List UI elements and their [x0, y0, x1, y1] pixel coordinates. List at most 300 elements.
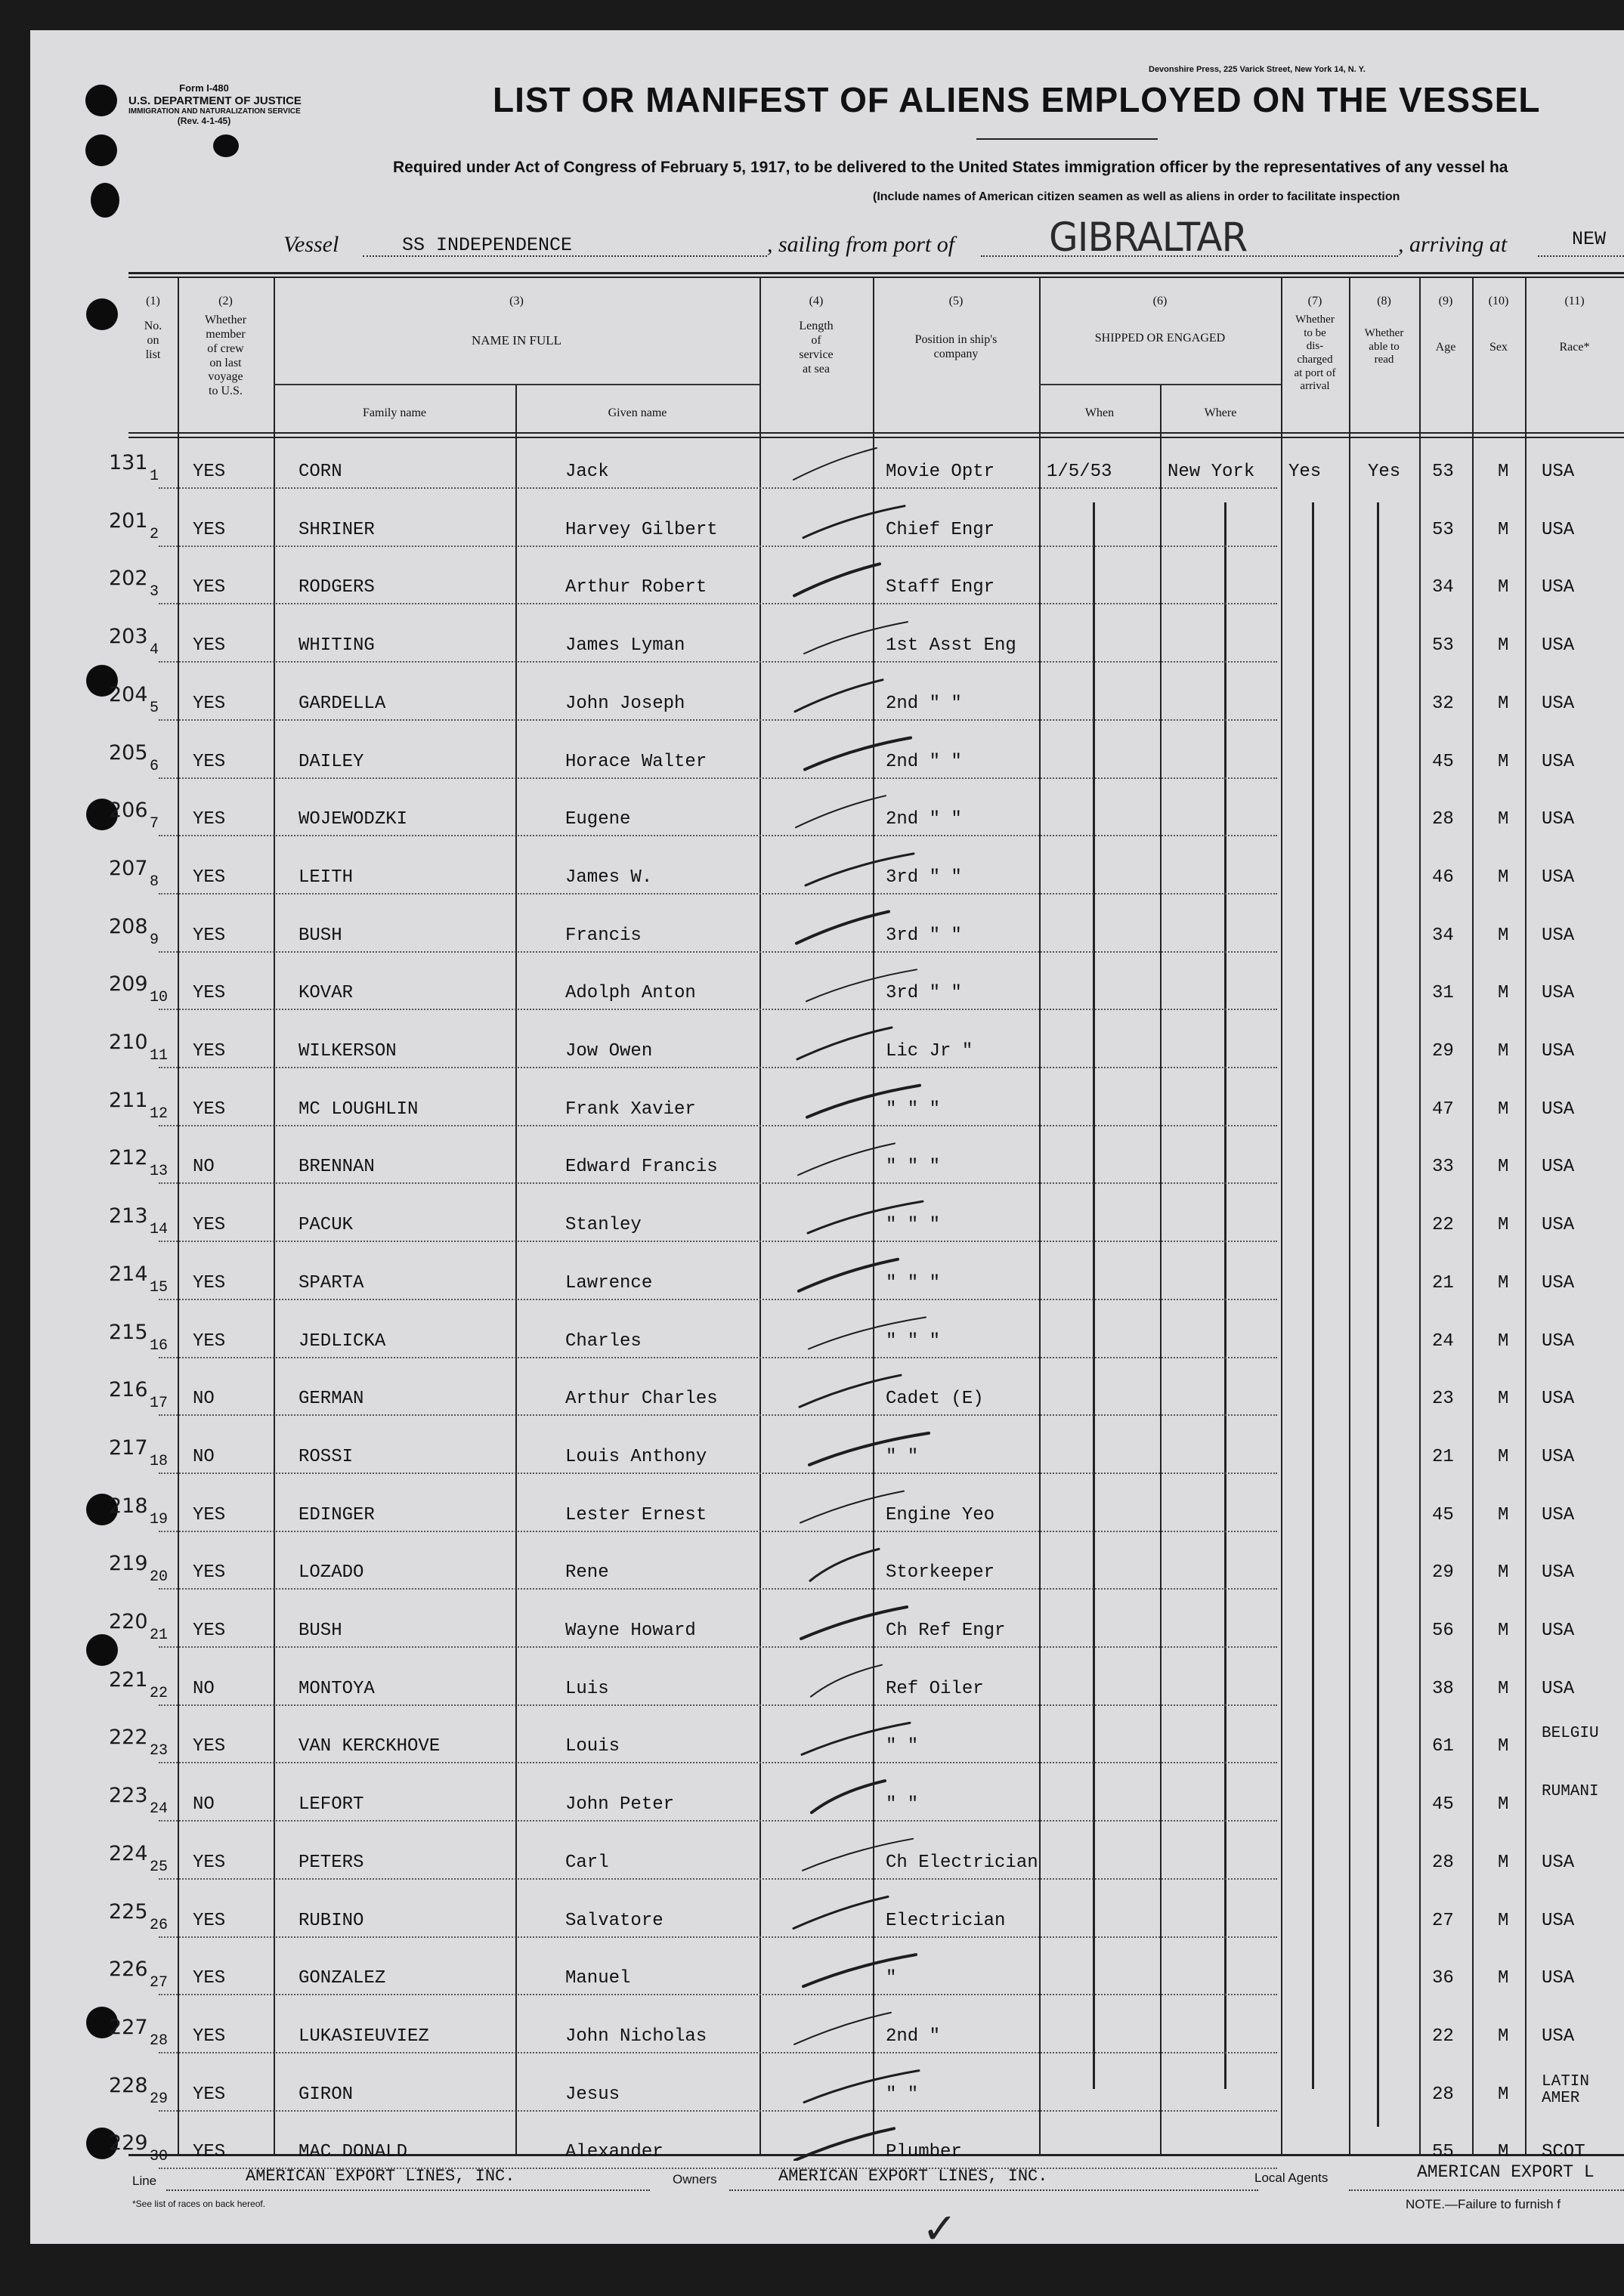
age: 53	[1432, 462, 1454, 482]
position: Cadet (E)	[886, 1389, 984, 1410]
sex: M	[1498, 1794, 1509, 1815]
age: 29	[1432, 1041, 1454, 1061]
sex: M	[1498, 1621, 1509, 1641]
footer-line-label: Line	[132, 2174, 157, 2188]
row-number: 6	[150, 757, 159, 775]
col11-label: Race*	[1559, 340, 1590, 354]
race: USA	[1542, 693, 1575, 714]
pen-stroke	[811, 1665, 882, 1697]
pen-stroke	[801, 1607, 907, 1639]
sex: M	[1498, 1504, 1509, 1525]
age: 28	[1432, 809, 1454, 830]
row-dotline	[159, 893, 1277, 895]
col-divider	[1160, 385, 1162, 2154]
row-dotline	[159, 603, 1277, 604]
handwritten-list-number: 201	[109, 508, 148, 533]
crew-flag: NO	[193, 1794, 215, 1815]
pen-stroke	[812, 1781, 885, 1812]
family-name: LOZADO	[299, 1562, 364, 1584]
crew-flag: YES	[193, 925, 226, 946]
handwritten-list-number: 204	[109, 682, 148, 706]
shipped-when: 1/5/53	[1047, 462, 1112, 482]
race: USA	[1542, 1272, 1575, 1293]
col6-label: SHIPPED OR ENGAGED	[1094, 331, 1226, 345]
pen-stroke	[794, 2013, 891, 2044]
arriving-dotline	[1538, 255, 1624, 257]
handwritten-list-number: 212	[109, 1146, 148, 1170]
row-number: 5	[150, 699, 159, 717]
revision: (Rev. 4-1-45)	[177, 115, 231, 126]
row-number: 30	[150, 2148, 169, 2166]
position: Chief Engr	[886, 519, 995, 540]
family-name: MC LOUGHLIN	[299, 1099, 419, 1120]
position: " " "	[886, 1330, 941, 1352]
row-dotline	[159, 1414, 1277, 1416]
row-dotline	[159, 1994, 1277, 1995]
crew-flag: YES	[193, 751, 226, 772]
crew-flag: YES	[193, 983, 226, 1004]
manifest-sheet	[30, 30, 1624, 2254]
race: USA	[1542, 1910, 1575, 1931]
col9-header	[1419, 295, 1472, 355]
given-name: Frank Xavier	[565, 1099, 696, 1120]
position: Staff Engr	[886, 577, 995, 598]
discharged-flag: Yes	[1288, 462, 1322, 482]
handwritten-list-number: 219	[109, 1552, 148, 1576]
given-name: Wayne Howard	[565, 1621, 696, 1641]
footer-agents-dotline	[1349, 2189, 1624, 2191]
pen-stroke	[798, 1143, 895, 1175]
family-name: MAC DONALD	[299, 2142, 408, 2163]
race: USA	[1542, 751, 1575, 772]
race: USA	[1542, 519, 1575, 540]
crew-flag: NO	[193, 1157, 215, 1178]
age: 45	[1432, 1794, 1454, 1815]
crew-flag: YES	[193, 635, 226, 657]
row-number: 15	[150, 1278, 169, 1296]
row-dotline	[159, 1472, 1277, 1474]
crew-flag: YES	[193, 1910, 226, 1931]
pen-line	[1093, 502, 1095, 2089]
position: Movie Optr	[886, 462, 995, 482]
age: 32	[1432, 693, 1454, 714]
crew-flag: NO	[193, 1678, 215, 1699]
sex: M	[1498, 1157, 1509, 1178]
family-name: GERMAN	[299, 1389, 364, 1410]
age: 36	[1432, 1968, 1454, 1989]
given-name: Charles	[565, 1330, 642, 1352]
pen-stroke	[800, 1491, 904, 1523]
col-divider	[1525, 277, 1527, 2154]
family-name: BUSH	[299, 1621, 342, 1641]
col-divider	[1281, 277, 1282, 2154]
given-name: James W.	[565, 867, 653, 888]
handwritten-list-number: 208	[109, 914, 148, 938]
crew-flag: YES	[193, 1504, 226, 1525]
handwritten-list-number: 220	[109, 1610, 148, 1633]
crew-flag: YES	[193, 1272, 226, 1293]
row-dotline	[159, 951, 1277, 953]
position: Lic Jr "	[886, 1041, 973, 1061]
punch-hole	[91, 183, 119, 218]
sex: M	[1498, 635, 1509, 657]
age: 22	[1432, 1215, 1454, 1236]
pen-stroke	[803, 1955, 916, 1986]
vessel-label: Vessel	[283, 232, 339, 257]
position: Ref Oiler	[886, 1678, 984, 1699]
table-top-rule	[128, 272, 1624, 274]
handwritten-list-number: 225	[109, 1899, 148, 1924]
age: 34	[1432, 577, 1454, 598]
name-subheader-rule	[274, 384, 759, 385]
family-name: LEITH	[299, 867, 354, 888]
age: 23	[1432, 1389, 1454, 1410]
row-dotline	[159, 2110, 1277, 2112]
given-name: Carl	[565, 1852, 609, 1873]
sex: M	[1498, 2026, 1509, 2047]
given-name: Adolph Anton	[565, 983, 696, 1004]
col-divider	[274, 277, 275, 2154]
age: 34	[1432, 925, 1454, 946]
punch-hole	[86, 298, 118, 330]
row-number: 23	[150, 1742, 169, 1760]
age: 24	[1432, 1330, 1454, 1352]
position: 1st Asst Eng	[886, 635, 1016, 657]
crew-flag: YES	[193, 693, 226, 714]
family-name: SHRINER	[299, 519, 375, 540]
given-name: Eugene	[565, 809, 631, 830]
sex: M	[1498, 1215, 1509, 1236]
races-note: *See list of races on back hereof.	[132, 2199, 266, 2209]
race: USA	[1542, 1041, 1575, 1061]
row-dotline	[159, 2052, 1277, 2053]
col10-number: (10)	[1488, 295, 1509, 307]
row-dotline	[159, 1936, 1277, 1938]
family-name: LUKASIEUVIEZ	[299, 2026, 429, 2047]
handwritten-list-number: 203	[109, 625, 148, 649]
col-divider	[1349, 277, 1350, 2154]
col3-header	[274, 295, 759, 348]
col3b-header: Given name	[608, 406, 667, 419]
row-dotline	[159, 1009, 1277, 1010]
pen-stroke	[803, 506, 905, 538]
col2-label: Whether member of crew on last voyage to U.S.	[204, 313, 247, 398]
position: Ch Electrician	[886, 1852, 1038, 1873]
sex: M	[1498, 1736, 1509, 1757]
pen-stroke	[795, 680, 883, 712]
pen-stroke	[806, 854, 914, 885]
given-name: Jow Owen	[565, 1041, 653, 1061]
crew-flag: YES	[193, 577, 226, 598]
col4-label: Length of service at sea	[799, 319, 834, 375]
family-name: DAILEY	[299, 751, 364, 772]
col3a-header: Family name	[363, 406, 426, 419]
pen-stroke	[799, 1259, 898, 1291]
pen-stroke	[809, 1433, 929, 1465]
age: 33	[1432, 1157, 1454, 1178]
pen-stroke	[793, 1897, 888, 1929]
position: 3rd " "	[886, 983, 962, 1004]
pen-stroke	[802, 1723, 910, 1754]
pen-stroke	[805, 738, 911, 770]
pen-stroke	[804, 622, 908, 654]
handwritten-list-number: 211	[109, 1088, 148, 1112]
given-name: Francis	[565, 925, 642, 946]
position: Engine Yeo	[886, 1504, 995, 1525]
row-dotline	[159, 835, 1277, 836]
family-name: EDINGER	[299, 1504, 375, 1525]
crew-flag: YES	[193, 1562, 226, 1584]
race: USA	[1542, 1504, 1575, 1525]
age: 45	[1432, 1504, 1454, 1525]
arriving-port: NEW	[1572, 228, 1607, 250]
col-divider	[178, 277, 179, 2154]
pen-line	[1377, 502, 1379, 2127]
age: 38	[1432, 1678, 1454, 1699]
sailing-label: , sailing from port of	[767, 232, 955, 257]
row-dotline	[159, 661, 1277, 663]
position: Ch Ref Engr	[886, 1621, 1006, 1641]
row-number: 10	[150, 989, 169, 1007]
given-name: Louis	[565, 1736, 620, 1757]
family-name: GONZALEZ	[299, 1968, 386, 1989]
race: USA	[1542, 1330, 1575, 1352]
position: " "	[886, 1446, 919, 1467]
col11-header	[1525, 295, 1624, 355]
footer-owners-dotline	[729, 2189, 1258, 2191]
family-name: MONTOYA	[299, 1678, 375, 1699]
age: 47	[1432, 1099, 1454, 1120]
pen-stroke	[800, 1375, 901, 1407]
handwritten-list-number: 210	[109, 1031, 148, 1054]
given-name: Harvey Gilbert	[565, 519, 718, 540]
col1-number: (1)	[146, 295, 160, 307]
handwritten-list-number: 221	[109, 1667, 148, 1692]
crew-flag: YES	[193, 1736, 226, 1757]
row-number: 13	[150, 1163, 169, 1181]
row-number: 7	[150, 815, 159, 833]
age: 31	[1432, 983, 1454, 1004]
given-name: Lawrence	[565, 1272, 653, 1293]
handwritten-list-number: 217	[109, 1435, 148, 1460]
family-name: SPARTA	[299, 1272, 364, 1293]
race: USA	[1542, 1621, 1575, 1641]
handwritten-list-number: 218	[109, 1494, 148, 1518]
col7-header	[1281, 295, 1349, 394]
pen-stroke	[808, 1201, 923, 1233]
given-name: John Peter	[565, 1794, 675, 1815]
pen-stroke	[807, 1086, 920, 1117]
given-name: Arthur Charles	[565, 1389, 718, 1410]
sex: M	[1498, 867, 1509, 888]
crew-flag: YES	[193, 1621, 226, 1641]
footer-owners-label: Owners	[673, 2172, 717, 2186]
col1-header	[128, 295, 178, 363]
pen-stroke	[797, 912, 889, 944]
family-name: RUBINO	[299, 1910, 364, 1931]
given-name: Rene	[565, 1562, 609, 1584]
row-number: 3	[150, 583, 159, 601]
position: "	[886, 1968, 897, 1989]
footer-owners: AMERICAN EXPORT LINES, INC.	[778, 2167, 1048, 2186]
position: " " "	[886, 1157, 941, 1178]
row-dotline	[159, 1646, 1277, 1648]
position: 2nd " "	[886, 809, 962, 830]
col6a-header: When	[1084, 406, 1115, 419]
vessel-name: SS INDEPENDENCE	[402, 234, 573, 256]
col2-header	[178, 295, 274, 399]
col4-number: (4)	[809, 295, 824, 307]
handwritten-list-number: 228	[109, 2073, 148, 2097]
given-name: Louis Anthony	[565, 1446, 707, 1467]
row-number: 11	[150, 1047, 169, 1065]
footer-agents: AMERICAN EXPORT L	[1417, 2162, 1595, 2182]
race: USA	[1542, 1968, 1575, 1989]
race: BELGIU	[1542, 1725, 1599, 1743]
handwritten-list-number: 214	[109, 1262, 148, 1286]
position: " " "	[886, 1099, 941, 1120]
footer-agents-label: Local Agents	[1254, 2171, 1329, 2185]
col1-label: No. on list	[144, 319, 162, 361]
race: USA	[1542, 1099, 1575, 1120]
race: RUMANI	[1542, 1783, 1599, 1801]
family-name: WHITING	[299, 635, 375, 657]
col8-header	[1349, 295, 1419, 367]
pen-stroke	[806, 969, 917, 1001]
race: USA	[1542, 1678, 1575, 1699]
given-name: Stanley	[565, 1215, 642, 1236]
failure-note: NOTE.—Failure to furnish f	[1406, 2197, 1561, 2211]
row-dotline	[159, 1067, 1277, 1068]
col7-number: (7)	[1307, 295, 1322, 307]
col8-number: (8)	[1377, 295, 1391, 307]
pen-stroke	[795, 2128, 894, 2160]
position: 3rd " "	[886, 867, 962, 888]
sex: M	[1498, 1910, 1509, 1931]
given-name: John Joseph	[565, 693, 685, 714]
race: USA	[1542, 462, 1575, 482]
row-dotline	[159, 1878, 1277, 1880]
handwritten-list-number: 227	[109, 2015, 148, 2039]
row-number: 20	[150, 1568, 169, 1587]
race: LATIN AMER	[1542, 2072, 1590, 2107]
port-stamp: GIBRALTAR	[1049, 214, 1248, 261]
col7-label: Whether to be dis- charged at port of arrival	[1294, 313, 1336, 393]
handwritten-list-number: 131	[109, 451, 148, 474]
row-number: 21	[150, 1627, 169, 1644]
sex: M	[1498, 1678, 1509, 1699]
race: USA	[1542, 1446, 1575, 1467]
row-number: 4	[150, 641, 159, 660]
sex: M	[1498, 983, 1509, 1004]
row-number: 2	[150, 525, 159, 543]
row-number: 24	[150, 1800, 169, 1819]
age: 28	[1432, 1852, 1454, 1873]
family-name: GARDELLA	[299, 693, 386, 714]
pen-stroke	[797, 1027, 892, 1059]
age: 29	[1432, 1562, 1454, 1584]
race: USA	[1542, 867, 1575, 888]
row-dotline	[159, 1182, 1277, 1184]
sex: M	[1498, 1041, 1509, 1061]
crew-flag: YES	[193, 2142, 226, 2163]
col3-number: (3)	[509, 295, 524, 307]
position: 2nd "	[886, 2026, 941, 2047]
crew-flag: YES	[193, 867, 226, 888]
age: 53	[1432, 635, 1454, 657]
position: Electrician	[886, 1910, 1006, 1931]
race: USA	[1542, 925, 1575, 946]
position: Storkeeper	[886, 1562, 995, 1584]
given-name: Lester Ernest	[565, 1504, 707, 1525]
family-name: KOVAR	[299, 983, 354, 1004]
handwritten-list-number: 226	[109, 1958, 148, 1982]
given-name: James Lyman	[565, 635, 685, 657]
col2-number: (2)	[218, 295, 233, 307]
row-dotline	[159, 1588, 1277, 1590]
requirement-text: Required under Act of Congress of February 5, 1917, to be delivered to the United States immigration officer by the representatives of any vessel ha	[393, 159, 1508, 176]
col6b-header: Where	[1204, 406, 1237, 419]
family-name: VAN KERCKHOVE	[299, 1736, 441, 1757]
given-name: Jack	[565, 462, 609, 482]
family-name: BUSH	[299, 925, 342, 946]
pen-line	[1224, 502, 1227, 2089]
given-name: Horace Walter	[565, 751, 707, 772]
row-number: 17	[150, 1395, 169, 1413]
sex: M	[1498, 1272, 1509, 1293]
col9-label: Age	[1435, 340, 1456, 354]
col11-number: (11)	[1564, 295, 1585, 307]
shipped-subheader-rule	[1039, 384, 1281, 385]
title-underline	[976, 138, 1158, 140]
given-name: Salvatore	[565, 1910, 664, 1931]
position: 2nd " "	[886, 693, 962, 714]
department: U.S. DEPARTMENT OF JUSTICE	[128, 94, 302, 107]
race: USA	[1542, 635, 1575, 657]
col8-label: Whether able to read	[1364, 326, 1404, 366]
crew-flag: YES	[193, 519, 226, 540]
crew-flag: YES	[193, 2084, 226, 2105]
age: 46	[1432, 867, 1454, 888]
family-name: BRENNAN	[299, 1157, 375, 1178]
row-number: 8	[150, 873, 159, 891]
sex: M	[1498, 519, 1509, 540]
col-divider	[1472, 277, 1474, 2154]
pen-stroke	[793, 448, 877, 480]
crew-flag: YES	[193, 2026, 226, 2047]
pen-stroke	[809, 1318, 926, 1349]
given-name: Edward Francis	[565, 1157, 718, 1178]
col10-label: Sex	[1489, 340, 1508, 354]
crew-flag: YES	[193, 1041, 226, 1061]
handwritten-list-number: 206	[109, 799, 148, 823]
row-dotline	[159, 719, 1277, 721]
family-name: PACUK	[299, 1215, 354, 1236]
sex: M	[1498, 693, 1509, 714]
position: Plumber	[886, 2142, 962, 2163]
handwritten-list-number: 207	[109, 856, 148, 880]
given-name: Manuel	[565, 1968, 631, 1989]
crew-flag: YES	[193, 809, 226, 830]
able-to-read: Yes	[1368, 462, 1401, 482]
row-number: 1	[150, 468, 159, 485]
row-number: 25	[150, 1858, 169, 1876]
row-number: 26	[150, 1916, 169, 1934]
sex: M	[1498, 462, 1509, 482]
row-dotline	[159, 1125, 1277, 1126]
sex: M	[1498, 1562, 1509, 1584]
age: 55	[1432, 2142, 1454, 2163]
